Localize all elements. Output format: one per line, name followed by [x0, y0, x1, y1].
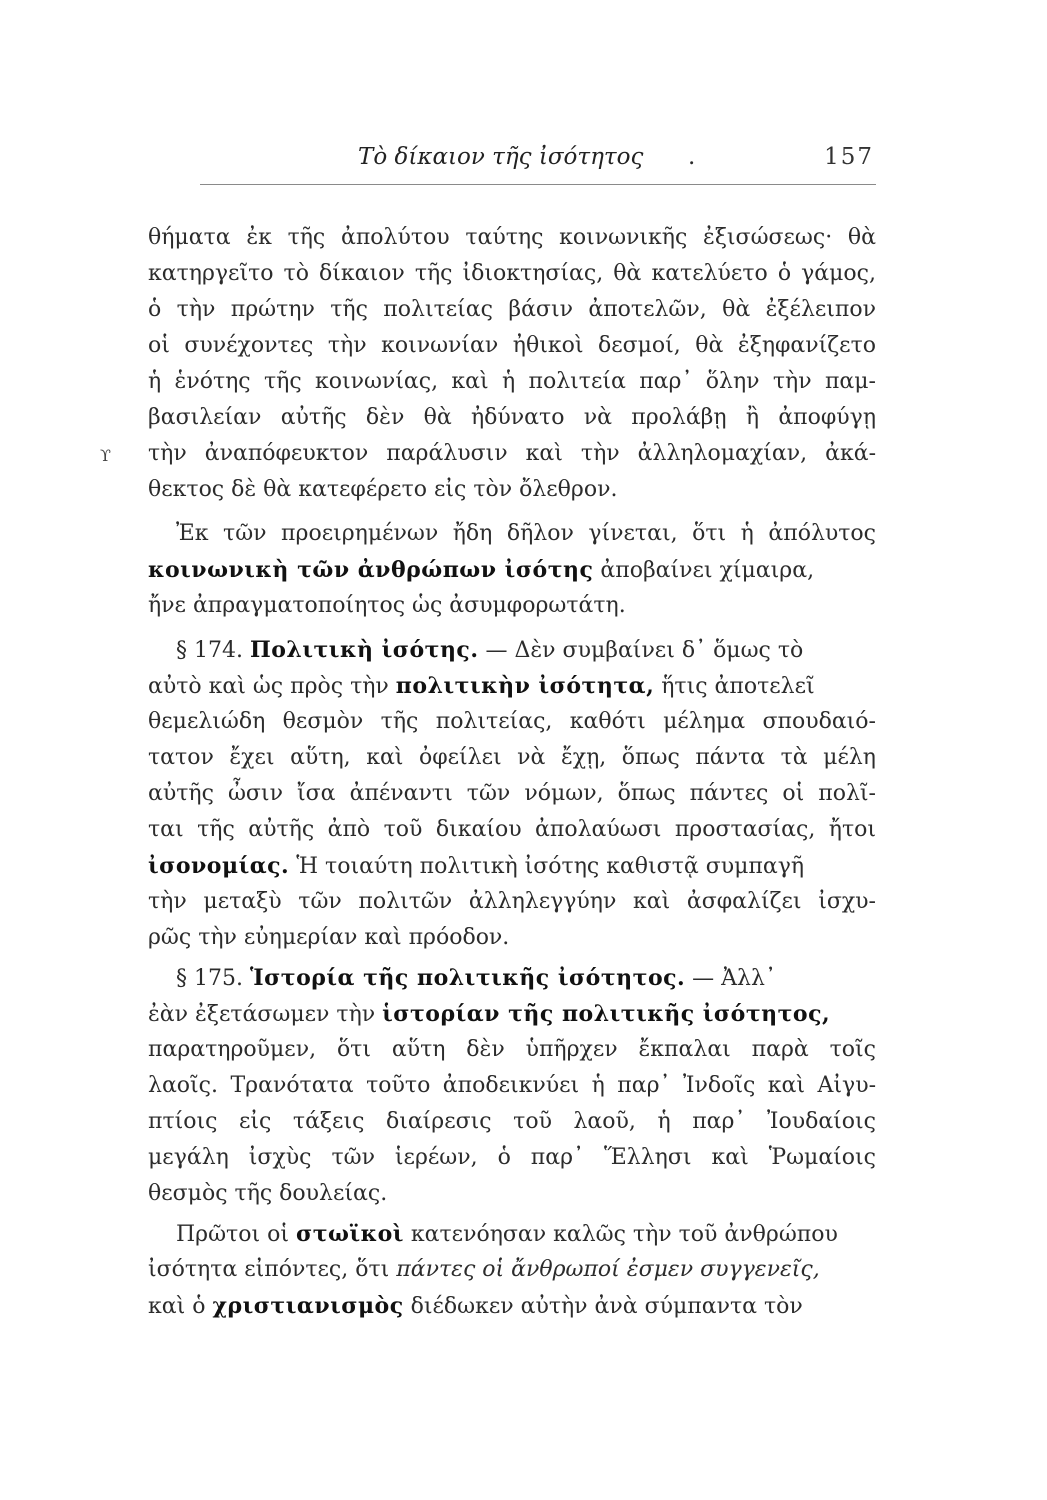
text-segment: Ἡ τοιαύτη πολιτικὴ ἰσότης καθιστᾷ συμπαγῆ — [289, 854, 805, 879]
text-line-1: θήματα ἐκ τῆς ἀπολύτου ταύτης κοινωνικῆς ἐξισώσεως· θὰ — [148, 225, 876, 250]
text-line-5: ἡ ἑνότης τῆς κοινωνίας, καὶ ἡ πολιτεία παρ᾽ ὅλην τὴν παμ- — [148, 369, 876, 394]
term-history-political-equality: ἱστορίαν τῆς πολιτικῆς ἰσότητος, — [382, 1001, 831, 1027]
header-rule — [200, 184, 876, 185]
text-line-25: πτίοις εἰς τάξεις διαίρεσις τοῦ λαοῦ, ἡ παρ᾽ Ἰουδαίοις — [148, 1109, 876, 1134]
page-number: 157 — [824, 144, 874, 170]
text-line-23: παρατηροῦμεν, ὅτι αὕτη δὲν ὑπῆρχεν ἔκπαλαι παρὰ τοῖς — [148, 1037, 876, 1062]
text-line-26: μεγάλη ἰσχὺς τῶν ἱερέων, ὁ παρ᾽ Ἕλλησι καὶ Ῥωμαίοις — [148, 1145, 876, 1170]
term-isonomia: ἰσονομίας. — [148, 853, 290, 879]
section-175-heading-line — [176, 960, 876, 996]
section-number-174: § 174. — [176, 638, 250, 663]
section-title-political-equality: Πολιτικὴ ἰσότης. — [249, 637, 479, 663]
text-line-15: τατον ἔχει αὕτη, καὶ ὀφείλει νὰ ἔχῃ, ὅπως πάντα τὰ μέλη — [148, 745, 876, 770]
text-line-6: βασιλείαν αὐτῆς δὲν θὰ ἠδύνατο νὰ προλάβῃ ἢ ἀποφύγῃ — [148, 405, 876, 430]
text-segment: ἰσότητα εἰπόντες, ὅτι — [148, 1257, 397, 1282]
text-segment: ἥτις ἀποτελεῖ — [654, 674, 815, 699]
text-line-3: ὁ τὴν πρώτην τῆς πολιτείας βάσιν ἀποτελῶν, θὰ ἐξέλειπον — [148, 297, 876, 322]
text-segment: κατενόησαν καλῶς τὴν τοῦ ἀνθρώπου — [403, 1222, 838, 1247]
text-line-19: τὴν μεταξὺ τῶν πολιτῶν ἀλληλεγγύην καὶ ἀσφαλίζει ἰσχυ- — [148, 889, 876, 914]
text-line-28 — [176, 1216, 876, 1252]
text-line-10 — [148, 552, 876, 588]
margin-mark: ϒ — [100, 446, 111, 465]
term-social-equality: κοινωνικὴ τῶν ἀνθρώπων ἰσότης — [148, 557, 594, 583]
section-number-175: § 175. — [176, 966, 250, 991]
section-title-history: Ἱστορία τῆς πολιτικῆς ἰσότητος. — [249, 965, 686, 991]
header-dot: . — [688, 144, 696, 170]
text-segment: Πρῶτοι οἱ — [176, 1222, 296, 1247]
text-line-8: θεκτος δὲ θὰ κατεφέρετο εἰς τὸν ὄλεθρον. — [148, 477, 618, 502]
text-segment: — Δὲν συμβαίνει δ᾽ ὅμως τὸ — [478, 638, 804, 663]
text-segment: αὐτὸ καὶ ὡς πρὸς τὴν — [148, 674, 396, 699]
text-line-7: τὴν ἀναπόφευκτον παράλυσιν καὶ τὴν ἀλληλομαχίαν, ἀκά- — [148, 441, 876, 466]
text-segment: ἐὰν ἐξετάσωμεν τὴν — [148, 1002, 383, 1027]
text-segment: διέδωκεν αὐτὴν ἀνὰ σύμπαντα τὸν — [403, 1294, 803, 1319]
term-political-equality: πολιτικὴν ἰσότητα, — [395, 673, 655, 699]
text-line-9: Ἐκ τῶν προειρημένων ἤδη δῆλον γίνεται, ὅτι ἡ ἀπόλυτος — [176, 521, 876, 546]
text-line-13 — [148, 668, 876, 704]
term-christianity: χριστιανισμὸς — [212, 1293, 404, 1319]
text-segment: — Ἀλλ᾽ — [685, 966, 776, 991]
text-line-2: κατηργεῖτο τὸ δίκαιον τῆς ἰδιοκτησίας, θὰ κατελύετο ὁ γάμος, — [148, 261, 876, 286]
text-line-4: οἱ συνέχοντες τὴν κοινωνίαν ἠθικοὶ δεσμοί, θὰ ἐξηφανίζετο — [148, 333, 876, 358]
section-174-heading-line — [176, 632, 876, 668]
text-line-14: θεμελιώδη θεσμὸν τῆς πολιτείας, καθότι μέλημα σπουδαιό- — [148, 709, 876, 734]
text-segment: καὶ ὁ — [148, 1294, 213, 1319]
term-stoics: στωϊκοὶ — [295, 1221, 404, 1247]
running-title: Τὸ δίκαιον τῆς ἰσότητος — [358, 144, 644, 170]
text-line-18 — [148, 848, 876, 884]
text-line-24: λαοῖς. Τρανότατα τοῦτο ἀποδεικνύει ἡ παρ᾽ Ἰνδοῖς καὶ Αἰγυ- — [148, 1073, 876, 1098]
text-line-20: ρῶς τὴν εὐημερίαν καὶ πρόοδον. — [148, 925, 510, 950]
text-line-29 — [148, 1252, 876, 1288]
text-line-17: ται τῆς αὐτῆς ἀπὸ τοῦ δικαίου ἀπολαύωσι προστασίας, ἤτοι — [148, 817, 876, 842]
text-line-27: θεσμὸς τῆς δουλείας. — [148, 1181, 388, 1206]
page-header — [148, 144, 876, 180]
text-line-11: ἤνε ἀπραγματοποίητος ὡς ἀσυμφορωτάτη. — [148, 593, 626, 618]
text-segment: ἀποβαίνει χίμαιρα, — [593, 558, 815, 583]
text-line-30 — [148, 1288, 876, 1324]
text-line-16: αὐτῆς ὦσιν ἴσα ἀπέναντι τῶν νόμων, ὅπως πάντες οἱ πολῖ- — [148, 781, 876, 806]
text-line-22 — [148, 996, 876, 1032]
quote-all-men-kin: πάντες οἱ ἄνθρωποί ἐσμεν συγγενεῖς, — [396, 1257, 820, 1282]
